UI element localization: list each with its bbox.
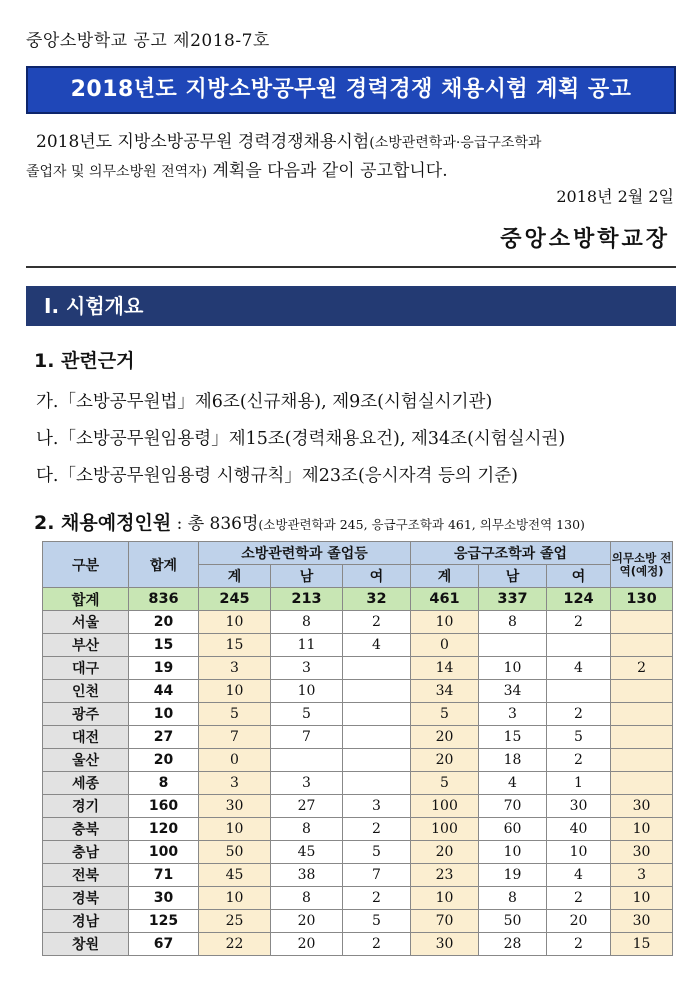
fire-female-cell: 3 [343, 795, 411, 818]
region-sum-cell: 19 [129, 657, 199, 680]
emt-total-cell: 20 [411, 841, 479, 864]
emt-female-cell: 2 [547, 887, 611, 910]
header-emt-male: 남 [479, 565, 547, 588]
fire-male-cell: 27 [271, 795, 343, 818]
region-label-cell: 광주 [43, 703, 129, 726]
region-label-cell: 창원 [43, 933, 129, 956]
fire-total-cell: 45 [199, 864, 271, 887]
basis-item: 다.「소방공무원임용령 시행규칙」제23조(응시자격 등의 기준) [36, 466, 518, 486]
intro-line2-main: 계획을 다음과 같이 공고합니다. [207, 161, 448, 181]
fire-total-cell: 5 [199, 703, 271, 726]
region-sum-cell: 160 [129, 795, 199, 818]
table-row [43, 749, 673, 772]
fire-total-cell: 10 [199, 887, 271, 910]
region-sum-cell: 44 [129, 680, 199, 703]
emt-total-cell: 20 [411, 749, 479, 772]
fire-male-cell: 11 [271, 634, 343, 657]
emt-male-cell: 8 [479, 887, 547, 910]
region-sum-cell: 20 [129, 749, 199, 772]
fire-total-cell: 10 [199, 818, 271, 841]
region-sum-cell: 20 [129, 611, 199, 634]
region-label-cell: 대전 [43, 726, 129, 749]
intro-line2-small: 졸업자 및 의무소방원 전역자) [26, 164, 208, 180]
conscript-cell: 30 [611, 841, 673, 864]
recruitment-total: : 총 836명 [171, 514, 259, 534]
header-emt-dept: 응급구조학과 졸업 [411, 542, 611, 565]
region-label-cell: 울산 [43, 749, 129, 772]
fire-total-cell: 3 [199, 772, 271, 795]
emt-male-cell: 19 [479, 864, 547, 887]
fire-total-cell: 25 [199, 910, 271, 933]
region-label-cell: 세종 [43, 772, 129, 795]
region-label-cell: 경북 [43, 887, 129, 910]
region-sum-cell: 27 [129, 726, 199, 749]
fire-female-cell: 2 [343, 611, 411, 634]
fire-female-cell: 2 [343, 887, 411, 910]
emt-total-cell: 100 [411, 795, 479, 818]
region-sum-cell: 100 [129, 841, 199, 864]
region-sum-cell: 30 [129, 887, 199, 910]
fire-female-cell [343, 680, 411, 703]
fire-total-cell: 10 [199, 611, 271, 634]
fire-female-cell [343, 749, 411, 772]
emt-male-cell: 10 [479, 657, 547, 680]
fire-female-cell: 7 [343, 864, 411, 887]
region-label-cell: 충북 [43, 818, 129, 841]
fire-male-cell: 5 [271, 703, 343, 726]
fire-male-cell: 45 [271, 841, 343, 864]
table-row [43, 795, 673, 818]
fire-male-cell: 8 [271, 818, 343, 841]
conscript-cell [611, 680, 673, 703]
fire-female-cell: 2 [343, 818, 411, 841]
basis-heading: 1. 관련근거 [34, 350, 135, 372]
emt-female-cell: 20 [547, 910, 611, 933]
table-row [43, 680, 673, 703]
fire-total-cell: 50 [199, 841, 271, 864]
fire-male-cell [271, 749, 343, 772]
fire-male-cell: 3 [271, 657, 343, 680]
total-emt-female: 124 [547, 588, 611, 611]
basis-item: 가.「소방공무원법」제6조(신규채용), 제9조(시험실시기관) [36, 392, 493, 412]
document-title: 2018년도 지방소방공무원 경력경쟁 채용시험 계획 공고 [26, 66, 676, 114]
emt-female-cell: 4 [547, 864, 611, 887]
fire-female-cell: 5 [343, 841, 411, 864]
fire-male-cell: 20 [271, 933, 343, 956]
emt-total-cell: 14 [411, 657, 479, 680]
header-fire-male: 남 [271, 565, 343, 588]
conscript-cell [611, 726, 673, 749]
emt-female-cell: 40 [547, 818, 611, 841]
recruitment-breakdown: (소방관련학과 245, 응급구조학과 461, 의무소방전역 130) [258, 517, 585, 532]
fire-male-cell: 38 [271, 864, 343, 887]
region-sum-cell: 15 [129, 634, 199, 657]
fire-total-cell: 10 [199, 680, 271, 703]
emt-male-cell: 10 [479, 841, 547, 864]
header-conscript: 의무소방 전역(예정) [611, 542, 673, 588]
fire-male-cell: 3 [271, 772, 343, 795]
total-label: 합계 [43, 588, 129, 611]
region-sum-cell: 120 [129, 818, 199, 841]
section-heading: Ⅰ. 시험개요 [26, 286, 676, 326]
fire-female-cell: 4 [343, 634, 411, 657]
recruitment-heading-label: 2. 채용예정인원 [34, 512, 172, 534]
emt-male-cell: 18 [479, 749, 547, 772]
region-sum-cell: 125 [129, 910, 199, 933]
emt-total-cell: 10 [411, 611, 479, 634]
conscript-cell: 3 [611, 864, 673, 887]
emt-total-cell: 100 [411, 818, 479, 841]
conscript-cell [611, 634, 673, 657]
table-total-row [43, 588, 673, 611]
fire-male-cell: 10 [271, 680, 343, 703]
fire-total-cell: 22 [199, 933, 271, 956]
region-label-cell: 전북 [43, 864, 129, 887]
fire-male-cell: 8 [271, 611, 343, 634]
emt-total-cell: 0 [411, 634, 479, 657]
region-sum-cell: 10 [129, 703, 199, 726]
issuer-name: 중앙소방학교장 [500, 227, 670, 252]
emt-total-cell: 5 [411, 772, 479, 795]
emt-total-cell: 70 [411, 910, 479, 933]
region-sum-cell: 8 [129, 772, 199, 795]
emt-female-cell: 4 [547, 657, 611, 680]
fire-female-cell [343, 726, 411, 749]
fire-female-cell [343, 657, 411, 680]
fire-female-cell: 5 [343, 910, 411, 933]
region-sum-cell: 71 [129, 864, 199, 887]
total-fire-female: 32 [343, 588, 411, 611]
divider [26, 266, 676, 268]
fire-female-cell [343, 772, 411, 795]
table-row [43, 611, 673, 634]
header-emt-female: 여 [547, 565, 611, 588]
notice-number: 중앙소방학교 공고 제2018-7호 [26, 31, 270, 51]
emt-female-cell: 2 [547, 611, 611, 634]
conscript-cell: 10 [611, 887, 673, 910]
emt-female-cell: 2 [547, 749, 611, 772]
table-row [43, 933, 673, 956]
recruitment-heading [34, 508, 585, 535]
emt-female-cell: 5 [547, 726, 611, 749]
fire-female-cell [343, 703, 411, 726]
region-sum-cell: 67 [129, 933, 199, 956]
emt-total-cell: 5 [411, 703, 479, 726]
table-row [43, 818, 673, 841]
fire-male-cell: 7 [271, 726, 343, 749]
emt-male-cell: 34 [479, 680, 547, 703]
table-row [43, 634, 673, 657]
total-sum: 836 [129, 588, 199, 611]
region-label-cell: 충남 [43, 841, 129, 864]
total-emt-male: 337 [479, 588, 547, 611]
header-sum: 합계 [129, 542, 199, 588]
basis-item: 나.「소방공무원임용령」제15조(경력채용요건), 제34조(시험실시권) [36, 429, 566, 449]
emt-male-cell: 60 [479, 818, 547, 841]
region-label-cell: 서울 [43, 611, 129, 634]
fire-total-cell: 7 [199, 726, 271, 749]
emt-male-cell: 70 [479, 795, 547, 818]
table-row [43, 864, 673, 887]
conscript-cell [611, 772, 673, 795]
emt-total-cell: 23 [411, 864, 479, 887]
total-fire-male: 213 [271, 588, 343, 611]
notice-date: 2018년 2월 2일 [556, 187, 674, 206]
conscript-cell: 15 [611, 933, 673, 956]
fire-total-cell: 15 [199, 634, 271, 657]
table-row [43, 772, 673, 795]
emt-female-cell: 1 [547, 772, 611, 795]
emt-female-cell: 30 [547, 795, 611, 818]
conscript-cell: 30 [611, 795, 673, 818]
intro-paragraph [26, 128, 678, 186]
table-row [43, 841, 673, 864]
header-emt-total: 계 [411, 565, 479, 588]
table-row [43, 703, 673, 726]
emt-male-cell: 50 [479, 910, 547, 933]
emt-male-cell: 15 [479, 726, 547, 749]
emt-male-cell: 4 [479, 772, 547, 795]
emt-male-cell [479, 634, 547, 657]
basis-list [36, 384, 565, 495]
emt-total-cell: 34 [411, 680, 479, 703]
fire-male-cell: 8 [271, 887, 343, 910]
emt-male-cell: 8 [479, 611, 547, 634]
fire-total-cell: 30 [199, 795, 271, 818]
table-row [43, 657, 673, 680]
total-conscript: 130 [611, 588, 673, 611]
header-category: 구분 [43, 542, 129, 588]
table-row [43, 910, 673, 933]
conscript-cell [611, 611, 673, 634]
region-label-cell: 경기 [43, 795, 129, 818]
conscript-cell: 10 [611, 818, 673, 841]
region-label-cell: 인천 [43, 680, 129, 703]
emt-female-cell: 2 [547, 703, 611, 726]
emt-total-cell: 20 [411, 726, 479, 749]
emt-total-cell: 10 [411, 887, 479, 910]
intro-line1-small: (소방관련학과·응급구조학과 [369, 135, 542, 151]
intro-line1-main: 2018년도 지방소방공무원 경력경쟁채용시험 [36, 132, 370, 152]
region-label-cell: 대구 [43, 657, 129, 680]
emt-female-cell [547, 680, 611, 703]
emt-male-cell: 3 [479, 703, 547, 726]
total-emt-total: 461 [411, 588, 479, 611]
fire-total-cell: 0 [199, 749, 271, 772]
fire-male-cell: 20 [271, 910, 343, 933]
recruitment-table [42, 541, 673, 956]
emt-female-cell [547, 634, 611, 657]
emt-female-cell: 2 [547, 933, 611, 956]
emt-female-cell: 10 [547, 841, 611, 864]
emt-male-cell: 28 [479, 933, 547, 956]
header-fire-dept: 소방관련학과 졸업등 [199, 542, 411, 565]
header-fire-female: 여 [343, 565, 411, 588]
conscript-cell: 2 [611, 657, 673, 680]
fire-total-cell: 3 [199, 657, 271, 680]
region-label-cell: 부산 [43, 634, 129, 657]
table-row [43, 887, 673, 910]
total-fire-total: 245 [199, 588, 271, 611]
conscript-cell [611, 749, 673, 772]
conscript-cell: 30 [611, 910, 673, 933]
fire-female-cell: 2 [343, 933, 411, 956]
conscript-cell [611, 703, 673, 726]
emt-total-cell: 30 [411, 933, 479, 956]
region-label-cell: 경남 [43, 910, 129, 933]
header-fire-total: 계 [199, 565, 271, 588]
table-row [43, 726, 673, 749]
